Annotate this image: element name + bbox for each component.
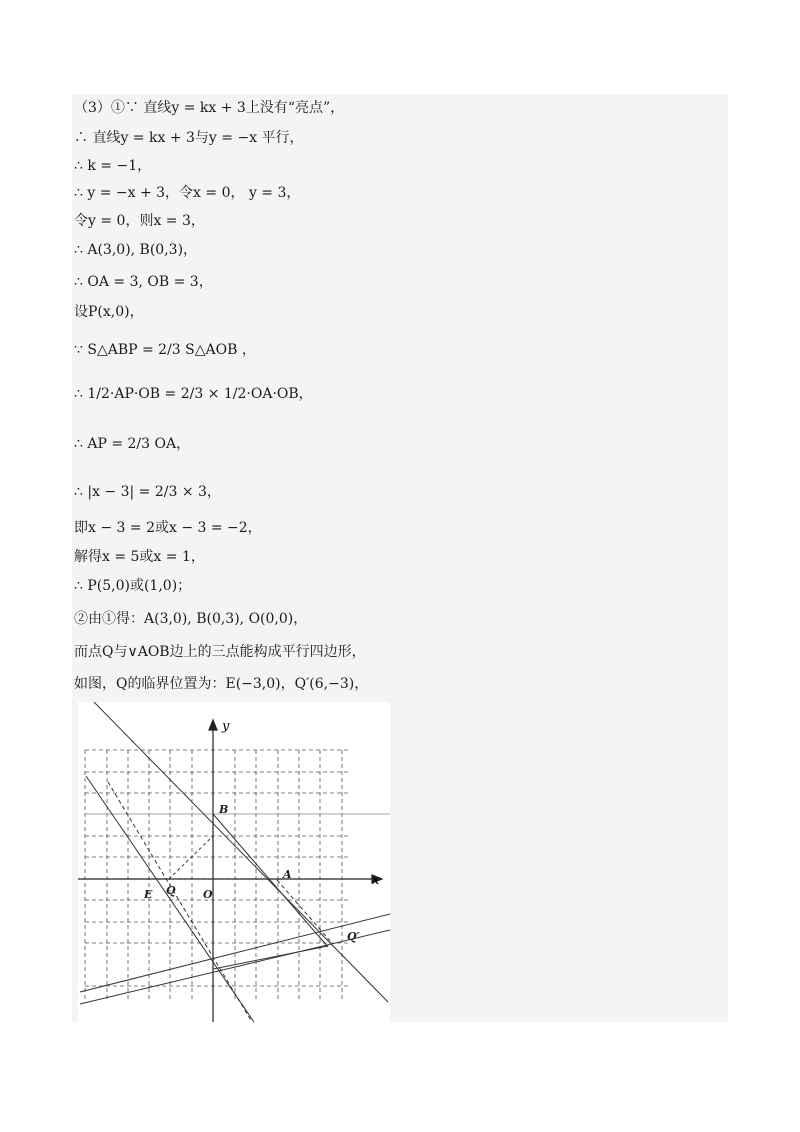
point-label-q-prime: Q′ [347,930,360,943]
solution-line-7: ∴ OA = 3, OB = 3， [74,274,213,290]
solution-line-3: ∴ k = −1， [74,158,152,174]
solution-line-13: 即x − 3 = 2或x − 3 = −2， [74,520,262,536]
point-label-a: A [283,868,292,881]
x-axis-label: x [372,873,380,888]
solution-line-15: ∴ P(5,0)或(1,0)； [74,578,192,594]
point-label-e: E [144,888,153,901]
solution-line-14: 解得x = 5或x = 1， [74,549,205,565]
solution-line-1: （3）①∵ 直线y = kx + 3上没有“亮点”， [74,100,345,116]
solution-line-4: ∴ y = −x + 3，令x = 0， y = 3， [74,185,301,201]
solution-line-5: 令y = 0，则x = 3， [74,213,205,229]
grid [85,750,348,1002]
solution-line-12: ∴ |x − 3| = 2/3 × 3， [74,484,221,500]
solution-line-11: ∴ AP = 2/3 OA， [74,436,191,452]
point-label-o: O [203,888,213,901]
solution-line-10: ∴ 1/2·AP·OB = 2/3 × 1/2·OA·OB， [74,386,313,402]
point-label-q: Q [166,884,176,897]
y-axis-label: y [222,719,230,734]
solution-line-17: 而点Q与∨AOB边上的三点能构成平行四边形， [74,644,366,660]
solution-line-18: 如图，Q的临界位置为：E(−3,0)，Q′(6,−3)， [74,676,369,692]
point-label-b: B [219,803,229,816]
solution-line-6: ∴ A(3,0), B(0,3)， [74,242,198,258]
coordinate-figure-svg [78,702,390,1024]
solution-line-8: 设P(x,0)， [74,304,144,320]
solution-line-9: ∵ S△ABP = 2/3 S△AOB ， [74,342,256,358]
solution-line-2: ∴ 直线y = kx + 3与y = −x 平行， [74,130,304,146]
axes [78,720,382,1022]
coordinate-figure [78,702,390,1024]
solution-line-16: ②由①得：A(3,0), B(0,3), O(0,0)， [74,611,308,627]
